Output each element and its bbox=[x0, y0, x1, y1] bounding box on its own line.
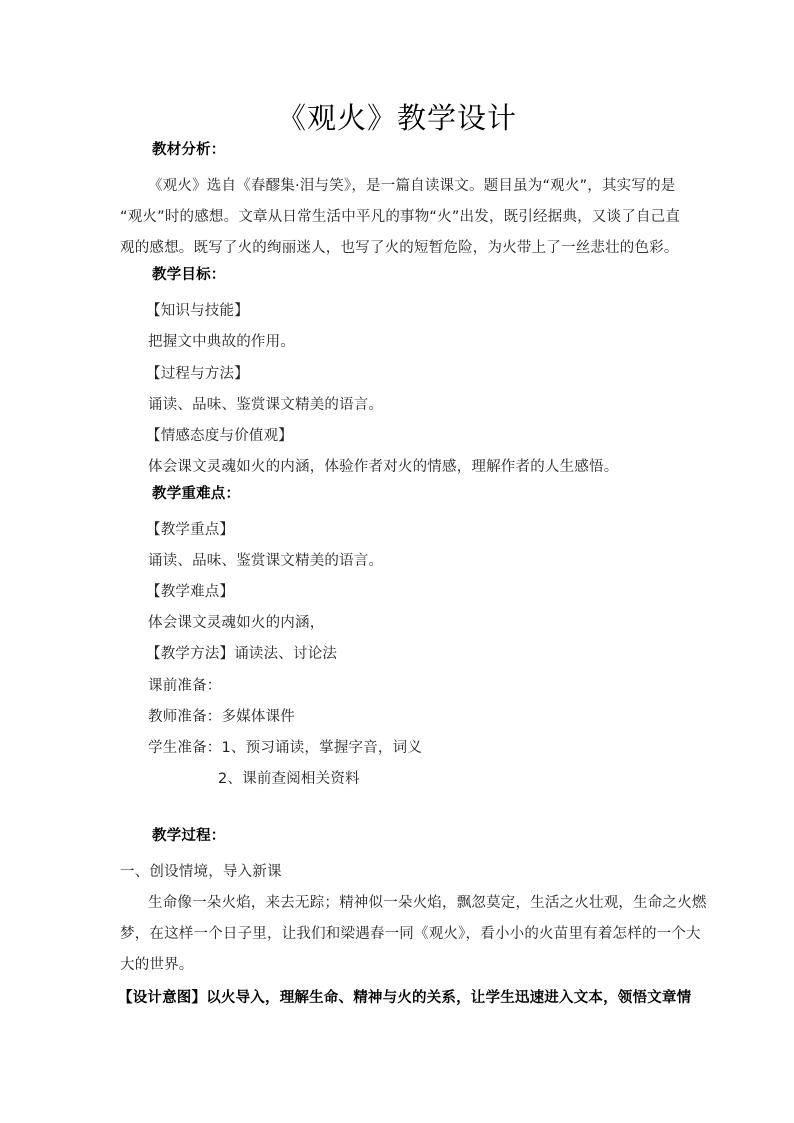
paragraph-line: 观的感想。既写了火的绚丽迷人，也写了火的短暂危险，为火带上了一丝悲壮的色彩。 bbox=[120, 240, 679, 256]
heading-teaching-process: 教学过程： bbox=[152, 828, 226, 844]
paragraph-line: 生命像一朵火焰，来去无踪；精神似一朵火焰，飘忽莫定，生活之火壮观，生命之火燃 bbox=[148, 895, 707, 911]
label-process-methods: 【过程与方法】 bbox=[146, 366, 249, 382]
text-design-intent: 【设计意图】以火导入，理解生命、精神与火的关系，让学生迅速进入文本，领悟文章情 bbox=[118, 990, 692, 1006]
step-title-intro: 一、创设情境，导入新课 bbox=[120, 864, 282, 880]
text-teacher-preparation: 教师准备：多媒体课件 bbox=[148, 709, 295, 725]
paragraph-line: 梦，在这样一个日子里，让我们和梁遇春一同《观火》，看小小的火苗里有着怎样的一个大 bbox=[120, 926, 701, 942]
text-student-preparation: 学生准备：1、预习诵读，掌握字音，词义 bbox=[148, 740, 423, 756]
text-teaching-methods: 【教学方法】诵读法、讨论法 bbox=[146, 646, 338, 662]
heading-material-analysis: 教材分析： bbox=[152, 142, 226, 158]
paragraph-line: 大的世界。 bbox=[120, 957, 194, 973]
label-knowledge-skills: 【知识与技能】 bbox=[146, 303, 249, 319]
text-teaching-difficulty: 体会课文灵魂如火的内涵， bbox=[148, 615, 325, 631]
text-process-methods: 诵读、品味、鉴赏课文精美的语言。 bbox=[148, 397, 384, 413]
text-knowledge-skills: 把握文中典故的作用。 bbox=[148, 334, 295, 350]
heading-key-difficulties: 教学重难点： bbox=[152, 486, 241, 502]
heading-teaching-goals: 教学目标： bbox=[152, 267, 226, 283]
text-class-preparation: 课前准备： bbox=[148, 678, 222, 694]
label-teaching-focus: 【教学重点】 bbox=[146, 522, 235, 538]
page-title: 《观火》教学设计 bbox=[276, 101, 517, 135]
label-emotion-values: 【情感态度与价值观】 bbox=[146, 428, 293, 444]
text-teaching-focus: 诵读、品味、鉴赏课文精美的语言。 bbox=[148, 553, 384, 569]
text-emotion-values: 体会课文灵魂如火的内涵，体验作者对火的情感，理解作者的人生感悟。 bbox=[148, 459, 619, 475]
label-teaching-difficulty: 【教学难点】 bbox=[146, 584, 235, 600]
paragraph-line: “观火”时的感想。文章从日常生活中平凡的事物“火”出发，既引经据典，又谈了自己直 bbox=[120, 209, 681, 225]
paragraph-line: 《观火》选自《春醪集·泪与笑》，是一篇自读课文。题目虽为“观火”，其实写的是 bbox=[148, 178, 676, 194]
text-student-preparation-2: 2、课前查阅相关资料 bbox=[218, 771, 360, 787]
